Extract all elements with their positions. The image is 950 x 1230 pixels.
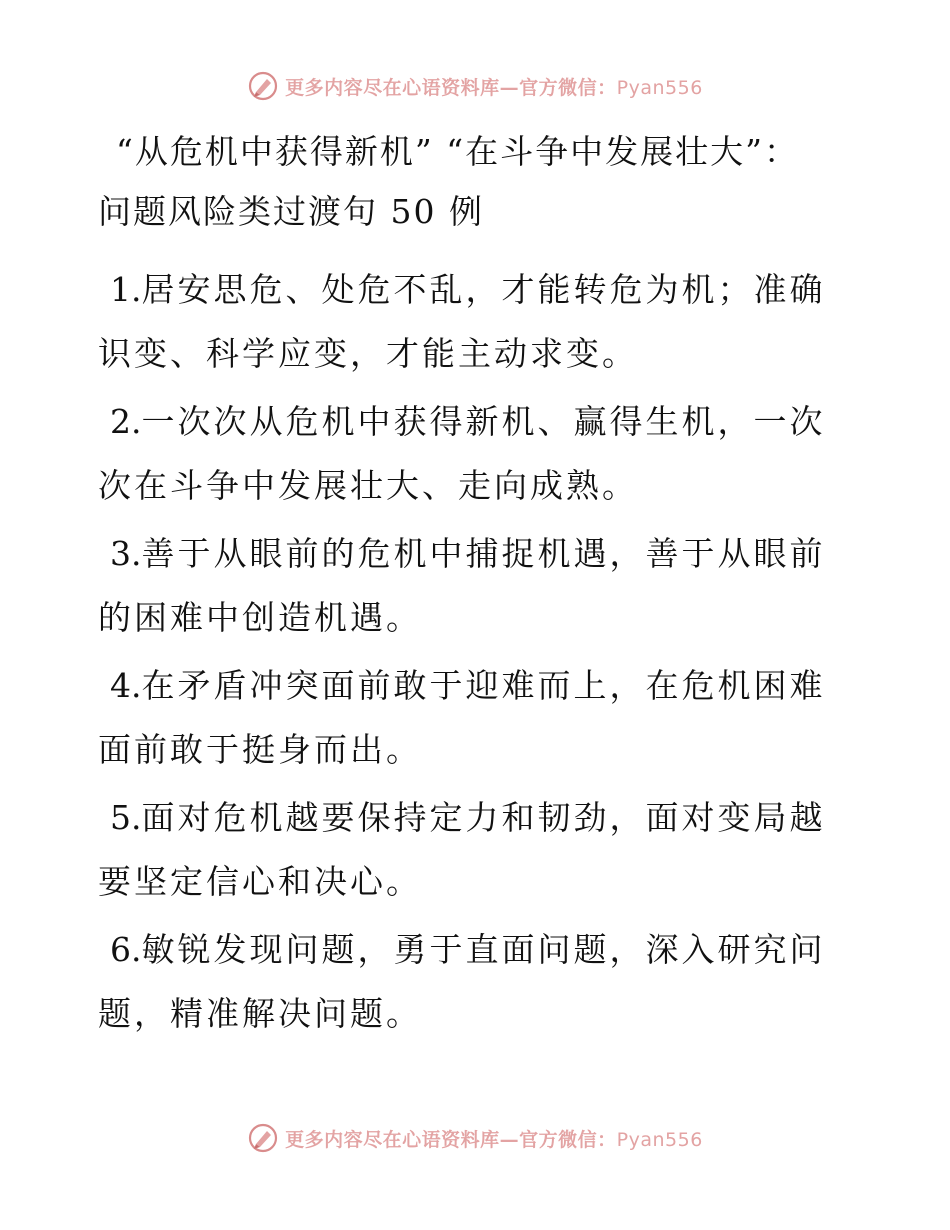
pen-logo-icon <box>247 70 279 102</box>
item-number: 2. <box>110 402 142 441</box>
item-number: 1. <box>110 270 142 309</box>
title-line-2: 问题风险类过渡句 50 例 <box>98 192 484 231</box>
item-text: 居安思危、处危不乱，才能转危为机；准确识变、科学应变，才能主动求变。 <box>98 270 826 373</box>
item-text: 敏锐发现问题，勇于直面问题，深入研究问题，精准解决问题。 <box>98 930 826 1033</box>
item-text: 善于从眼前的危机中捕捉机遇，善于从眼前的困难中创造机遇。 <box>98 534 826 637</box>
pen-logo-icon <box>247 1122 279 1154</box>
document-body <box>98 122 828 1050</box>
item-text: 在矛盾冲突面前敢于迎难而上，在危机困难面前敢于挺身而出。 <box>98 666 826 769</box>
title-line-1: “从危机中获得新机” “在斗争中发展壮大”： <box>116 132 799 171</box>
document-title <box>98 122 828 242</box>
item-number: 3. <box>110 534 142 573</box>
list-item <box>98 390 828 518</box>
item-text: 一次次从危机中获得新机、赢得生机，一次次在斗争中发展壮大、走向成熟。 <box>98 402 826 505</box>
item-number: 5. <box>110 798 142 837</box>
list-item <box>98 786 828 914</box>
watermark-text: 更多内容尽在心语资料库—官方微信：Pyan556 <box>285 1128 703 1151</box>
list-item <box>98 654 828 782</box>
item-number: 6. <box>110 930 142 969</box>
item-number: 4. <box>110 666 142 705</box>
watermark-text: 更多内容尽在心语资料库—官方微信：Pyan556 <box>285 76 703 99</box>
header-watermark <box>0 70 950 102</box>
footer-watermark <box>0 1122 950 1154</box>
item-text: 面对危机越要保持定力和韧劲，面对变局越要坚定信心和决心。 <box>98 798 826 901</box>
list-item <box>98 522 828 650</box>
list-item <box>98 918 828 1046</box>
list-item <box>98 258 828 386</box>
